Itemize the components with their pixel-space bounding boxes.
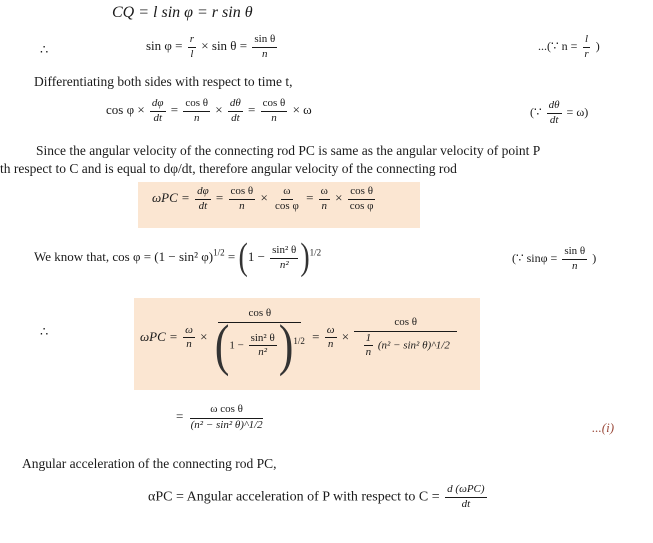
right-paren: ) <box>300 236 310 279</box>
eq-wpc2-den-den: n² <box>258 346 268 359</box>
eq-diff-f1-den: dt <box>153 111 162 124</box>
eq-diff-lhs: cos φ × <box>106 102 145 118</box>
eq-wpc2-eq: = <box>312 328 320 344</box>
eq-diff-f3-den: dt <box>231 111 240 124</box>
note-omega-num: dθ <box>547 100 562 114</box>
eq-diff-eq2: = <box>248 102 256 118</box>
eq-acc-num: d (ωPC) <box>445 484 486 498</box>
eq-cos-exp2: 1/2 <box>309 247 322 258</box>
therefore-symbol-1: ∴ <box>40 42 49 57</box>
eq-diff-f4-num: cos θ <box>261 98 288 112</box>
note-sin <box>512 246 596 272</box>
eq-final-eq: = <box>176 408 184 424</box>
eq-wpc-f2-den: n <box>239 199 245 212</box>
eq-cos-eq: = <box>227 248 236 264</box>
eq-cos-inner-lead: 1 − <box>247 248 265 264</box>
eq-omega-pc-expanded <box>140 307 459 377</box>
eq-wpc2-f4-num: cos θ <box>354 317 457 332</box>
eq-wpc2-f3-den: n <box>327 338 334 351</box>
eq-wpc2-f1-den: n <box>186 338 192 351</box>
eq-wpc-f1-den: dt <box>198 199 208 212</box>
note-omega-prefix: (∵ <box>530 104 542 119</box>
note-omega-den: dt <box>549 113 559 126</box>
note-n-den: r <box>584 47 589 60</box>
text-since-line-1: Since the angular velocity of the connecting rod PC is same as the angular velocity of point P <box>36 143 541 158</box>
eq-wpc-eq2: = <box>306 190 314 206</box>
eq-cos-lead: We know that, <box>34 248 110 264</box>
eq-wpc-f3-den: cos φ <box>275 199 299 212</box>
eq-cos-exp1: 1/2 <box>213 247 225 258</box>
eq-wpc2-f4-den-rest: (n² − sin² θ)^1/2 <box>377 339 450 352</box>
eq-diff-tail: × ω <box>292 102 312 118</box>
eq-wpc2-den-exp: 1/2 <box>293 335 305 346</box>
eq-top: CQ = l sin φ = r sin θ <box>112 4 253 21</box>
eq-wpc2-f4-den-frac-num: 1 <box>364 333 374 347</box>
eq-diff-f1-num: dφ <box>150 98 166 112</box>
text-angular-acceleration: Angular acceleration of the connecting rod PC, <box>22 456 277 471</box>
eq-sin-phi-f1-num: r <box>188 34 196 48</box>
eq-wpc-f2-num: cos θ <box>229 186 256 200</box>
therefore-symbol-2: ∴ <box>40 324 49 339</box>
eq-wpc-f1-num: dφ <box>195 186 211 200</box>
note-n-suffix: ) <box>595 38 600 53</box>
eq-final <box>176 404 267 431</box>
left-paren: ( <box>238 236 248 279</box>
note-sin-num: sin θ <box>562 246 587 260</box>
eq-diff-f4-den: n <box>271 111 277 124</box>
eq-wpc2-lhs: ωPC = <box>140 328 178 344</box>
eq-sin-phi-f2-num: sin θ <box>252 34 277 48</box>
eq-wpc2-f3-num: ω <box>325 325 337 339</box>
eq-final-num: ω cos θ <box>190 404 263 419</box>
eq-wpc2-f4-den-frac-den: n <box>365 346 372 359</box>
eq-wpc2-f1-num: ω <box>183 325 195 339</box>
eq-wpc2-den-lead: 1 − <box>229 339 244 352</box>
eq-wpc2-times: × <box>200 328 208 344</box>
eq-acc-den: dt <box>461 497 471 510</box>
text-since-line-2: th respect to C and is equal to dφ/dt, therefore angular velocity of the connecting rod <box>0 161 457 176</box>
eq-wpc2-den-num: sin² θ <box>249 333 277 347</box>
eq-sin-phi <box>146 34 279 60</box>
eq-wpc-f4-num: ω <box>319 186 330 200</box>
eq-wpc-f4-den: n <box>321 199 328 212</box>
note-omega-suffix: = ω) <box>566 104 589 119</box>
eq-sin-phi-f1-den: l <box>190 47 194 60</box>
note-n-prefix: ...(∵ n = <box>538 38 578 53</box>
eq-cos-inner-den: n² <box>279 258 289 271</box>
note-sin-den: n <box>572 259 578 272</box>
eq-wpc-eq1: = <box>215 190 224 206</box>
eq-cos-phi <box>34 236 322 279</box>
eq-ref-i: ...(i) <box>592 420 615 435</box>
note-omega <box>530 100 588 126</box>
eq-wpc-lhs: ωPC = <box>152 190 190 206</box>
eq-sin-phi-lhs: sin φ = <box>146 38 183 54</box>
text-differentiating: Differentiating both sides with respect to time t, <box>34 74 293 89</box>
eq-diff-f2-num: cos θ <box>183 98 210 112</box>
eq-alpha-pc <box>148 484 489 510</box>
eq-sin-phi-mid: × sin θ = <box>201 38 248 54</box>
eq-omega-pc <box>152 186 378 212</box>
eq-wpc-times1: × <box>260 190 268 206</box>
eq-sin-phi-f2-den: n <box>262 47 268 60</box>
eq-wpc-f5-num: cos θ <box>348 186 375 200</box>
eq-wpc-f3-num: ω <box>281 186 292 200</box>
note-n <box>538 34 600 60</box>
eq-wpc-times2: × <box>335 190 343 206</box>
eq-diff-f2-den: n <box>193 111 200 124</box>
eq-wpc2-times2: × <box>341 328 350 344</box>
right-big-paren: ) <box>278 313 294 377</box>
eq-wpc2-f2-num: cos θ <box>218 308 301 323</box>
eq-diff-eq1: = <box>170 102 179 118</box>
eq-wpc-f5-den: cos φ <box>349 199 374 212</box>
eq-final-den: (n² − sin² θ)^1/2 <box>190 418 263 431</box>
eq-cos-inner-num: sin² θ <box>270 245 298 259</box>
left-big-paren: ( <box>214 313 230 377</box>
eq-diff-f3-num: dθ <box>228 98 243 112</box>
eq-cos-lhs: cos φ = (1 − sin² φ) <box>112 248 214 264</box>
note-sin-prefix: (∵ sinφ = <box>512 250 558 265</box>
note-n-num: l <box>583 34 590 48</box>
eq-diff-times1: × <box>215 102 223 118</box>
eq-acc-lhs: αPC = Angular acceleration of P with respect to C = <box>148 489 440 505</box>
note-sin-suffix: ) <box>592 250 597 265</box>
eq-diff <box>106 98 312 124</box>
